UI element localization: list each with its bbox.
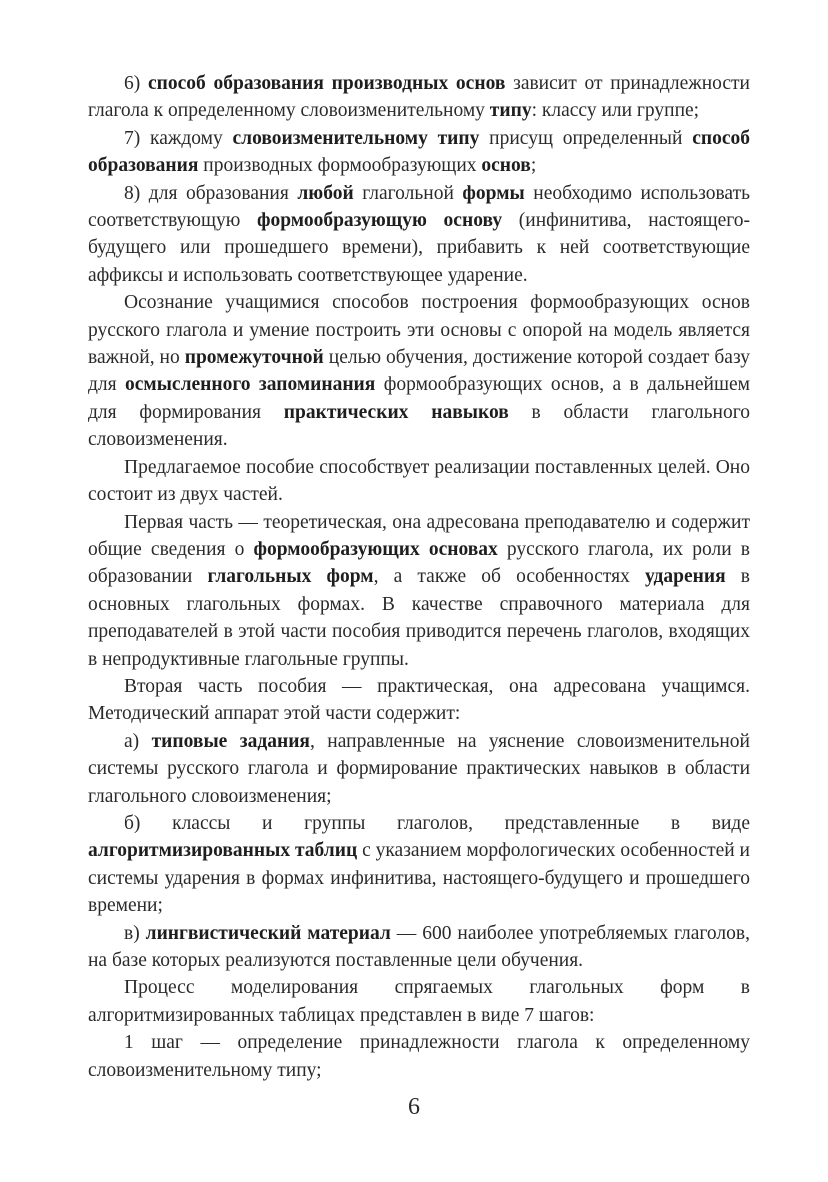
paragraph-goals: Осознание учащимися способов построения формообразующих основ русского глагола и умение построить эти основы с опорой на модель является важной, но промежуточной целью обучения, достижение которой создает базу для осмысленного запоминания формообразующих основ, а в дальнейшем для формирования практических навыков в области глагольного словоизменения. bbox=[88, 292, 750, 451]
paragraph-item-8: 8) для образования любой глагольной формы необходимо использовать соответствующую формообразующую основу (инфинитива, настоящего-будущего или прошедшего времени), прибавить к ней соответствующие аффиксы и использовать соответствующее ударение. bbox=[88, 182, 751, 286]
page-body bbox=[88, 70, 750, 1084]
paragraph-manual-intro: Предлагаемое пособие способствует реализации поставленных целей. Оно состоит из двух частей. bbox=[88, 456, 750, 506]
paragraph-process: Процесс моделирования спрягаемых глагольных форм в алгоритмизированных таблицах представлен в виде 7 шагов: bbox=[88, 977, 750, 1026]
paragraph-part-two: Вторая часть пособия — практическая, она адресована учащимся. Методический аппарат этой части содержит: bbox=[88, 675, 750, 725]
paragraph-step-1: 1 шаг — определение принадлежности глагола к определенному словоизменительному типу; bbox=[88, 1032, 750, 1081]
paragraph-item-6: 6) способ образования производных основ зависит от принадлежности глагола к определенному словоизменительному типу: классу или группе; bbox=[88, 73, 750, 122]
paragraph-part-one: Первая часть — теоретическая, она адресована преподавателю и содержит общие сведения о формообразующих основах русского глагола, их роли в образовании глагольных форм, а также об особенностях ударения в основных глагольных формах. В качестве справочного материала для преподавателей в этой части пособия приводится перечень глаголов, входящих в непродуктивные глагольные группы. bbox=[88, 511, 751, 670]
page-number: 6 bbox=[408, 1094, 420, 1120]
paragraph-item-a: а) типовые задания, направленные на уяснение словоизменительной системы русского глагола и формирование практических навыков в области глагольного словоизменения; bbox=[88, 730, 750, 807]
paragraph-item-b: б) классы и группы глаголов, представленные в виде алгоритмизированных таблиц с указанием морфологических особенностей и системы ударения в формах инфинитива, настоящего-будущего и прошедшего времени; bbox=[88, 812, 750, 917]
paragraph-item-7: 7) каждому словоизменительному типу присущ определенный способ образования производных формообразующих основ; bbox=[88, 127, 750, 177]
paragraph-item-v: в) лингвистический материал — 600 наиболее употребляемых глаголов, на базе которых реализуются поставленные цели обучения. bbox=[88, 922, 750, 971]
